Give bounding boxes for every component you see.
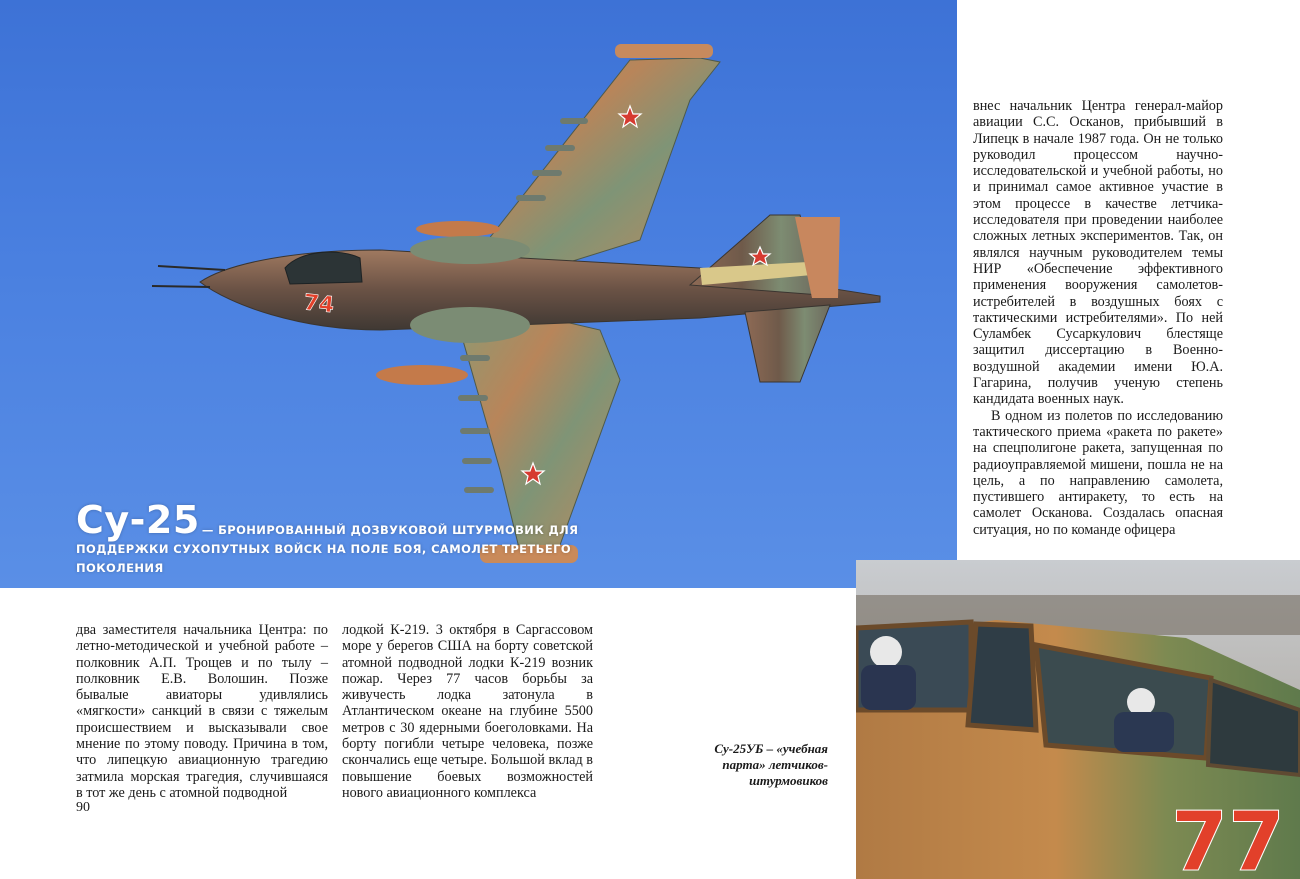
- caption-text: — БРОНИРОВАННЫЙ ДОЗВУКОВОЙ ШТУРМОВИК ДЛЯ ПОДДЕРЖКИ СУХОПУТНЫХ ВОЙСК НА ПОЛЕ БОЯ, САМОЛЕТ ТРЕТЬЕГО ПОКОЛЕНИЯ: [76, 523, 579, 575]
- paragraph: два заместителя начальника Центра: по летно-методической и учебной работе – полковник А.П. Трощев и по тылу – полковник Е.В. Волошин. Позже бывалые авиаторы удивлялись «мягкости» санкций в связи с тяжелым происшествием и высказывали свое мнение по этому поводу. Причина в том, что липецкую авиационную трагедию затмила морская трагедия, случившаяся в тот же день с атомной подводной: [76, 622, 328, 801]
- text-column-right: [973, 98, 1223, 538]
- top-photo: [0, 0, 957, 588]
- su25ub-cockpit-illustration: [856, 560, 1300, 879]
- text-column-left-1: [76, 622, 328, 801]
- top-photo-caption: [76, 500, 636, 578]
- text-column-left-2: [342, 622, 593, 801]
- paragraph: внес начальник Центра генерал-майор авиации С.С. Осканов, прибывший в Липецк в начале 1987 года. Он не только руководил процессом научно-исследовательской и учебной работы, но и принимал самое активное участие в этом процессе в качестве летчика-исследователя при проведении наиболее сложных летных экспериментов. Так, он являлся научным руководителем темы НИР «Обеспечение эффективного применения вооружения самолетов-истребителей в воздушных боях с тактическими истребителями». По ней Суламбек Сусаркулович блестяще защитил диссертацию в Военно-воздушной академии имени Ю.А. Гагарина, получив ученую степень кандидата военных наук.: [973, 98, 1223, 408]
- bottom-photo: [856, 560, 1300, 879]
- paragraph: В одном из полетов по исследованию тактического приема «ракета по ракете» на спецполигоне ракета, запущенная по радиоуправляемой мишени, пошла не на цель, а по направлению самолета, пустившего антиракету, то есть на самолет Осканова. Создалась опасная ситуация, но по команде офицера: [973, 407, 1223, 538]
- bottom-tail-number: 77: [1171, 795, 1286, 879]
- top-tail-number: 74: [302, 290, 336, 319]
- paragraph: лодкой К-219. 3 октября в Саргассовом море у берегов США на борту советской атомной подводной лодки К-219 возник пожар. Через 77 часов борьбы за живучесть лодка затонула в Атлантическом океане на глубине 5500 метров с 30 ядерными боеголовками. На борту погибли четыре человека, позже скончались еще четыре. Большой вклад в повышение боевых возможностей нового авиационного комплекса: [342, 622, 593, 801]
- page-number: 90: [76, 800, 90, 815]
- bottom-photo-caption: Су-25УБ – «учебная парта» летчиков-штурмовиков: [714, 741, 828, 788]
- caption-title: Су-25: [76, 498, 200, 542]
